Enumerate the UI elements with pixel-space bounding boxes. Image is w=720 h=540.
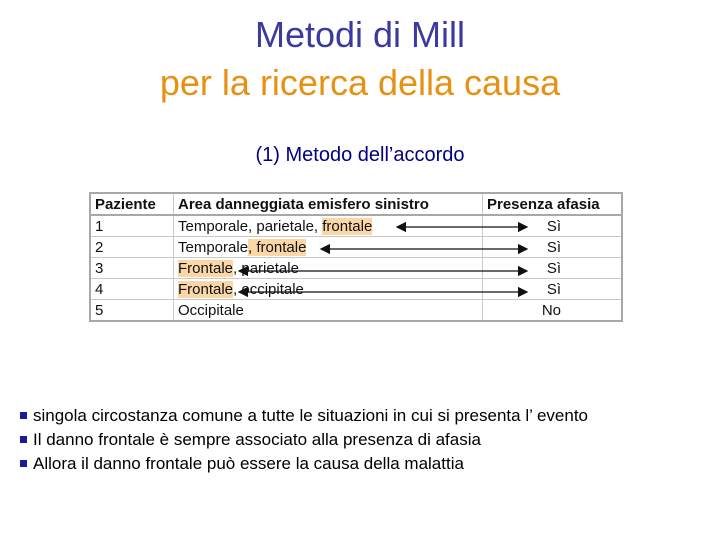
bullet-text: Il danno frontale è sempre associato alla presenza di afasia [33,430,481,449]
area-highlight: , frontale [248,238,307,256]
table-row [90,258,622,279]
header-afasia: Presenza afasia [483,193,623,215]
area-text-after: , occipitale [233,280,304,298]
cell-afasia: Sì [483,258,623,279]
table-header-row [90,193,622,215]
cell-afasia: No [483,300,623,322]
area-text: Temporale, parietale, [178,217,323,235]
table-row [90,279,622,300]
cell-paziente: 1 [90,215,174,237]
bullet-item [20,404,710,428]
square-bullet-icon [20,412,27,419]
cell-area [174,215,483,237]
bullet-item [20,428,710,452]
cell-area [174,300,483,322]
area-highlight: frontale [322,217,373,235]
cell-paziente: 3 [90,258,174,279]
accordo-table-wrap [89,192,623,327]
cell-paziente: 5 [90,300,174,322]
bullet-text: singola circostanza comune a tutte le situazioni in cui si presenta l’ evento [33,406,589,425]
bullet-list [20,404,710,476]
slide-title-line1: Metodi di Mill [254,14,466,55]
cell-area [174,258,483,279]
table-row [90,215,622,237]
header-paziente: Paziente [90,193,174,215]
bullet-item [20,452,710,476]
slide-subtitle: (1) Metodo dell’accordo [255,144,465,166]
area-text: Temporale [178,238,249,256]
cell-paziente: 2 [90,237,174,258]
cell-afasia: Sì [483,279,623,300]
cell-afasia: Sì [483,215,623,237]
cell-area [174,237,483,258]
slide-title-line2: per la ricerca della causa [159,62,561,103]
area-highlight: Frontale [178,259,234,277]
table-row [90,237,622,258]
area-text-after: , parietale [233,259,299,277]
header-area: Area danneggiata emisfero sinistro [174,193,483,215]
accordo-table [89,192,623,322]
square-bullet-icon [20,460,27,467]
square-bullet-icon [20,436,27,443]
area-text: Occipitale [178,301,244,319]
cell-paziente: 4 [90,279,174,300]
cell-afasia: Sì [483,237,623,258]
cell-area [174,279,483,300]
area-highlight: Frontale [178,280,234,298]
table-row [90,300,622,322]
bullet-text: Allora il danno frontale può essere la causa della malattia [33,454,464,473]
